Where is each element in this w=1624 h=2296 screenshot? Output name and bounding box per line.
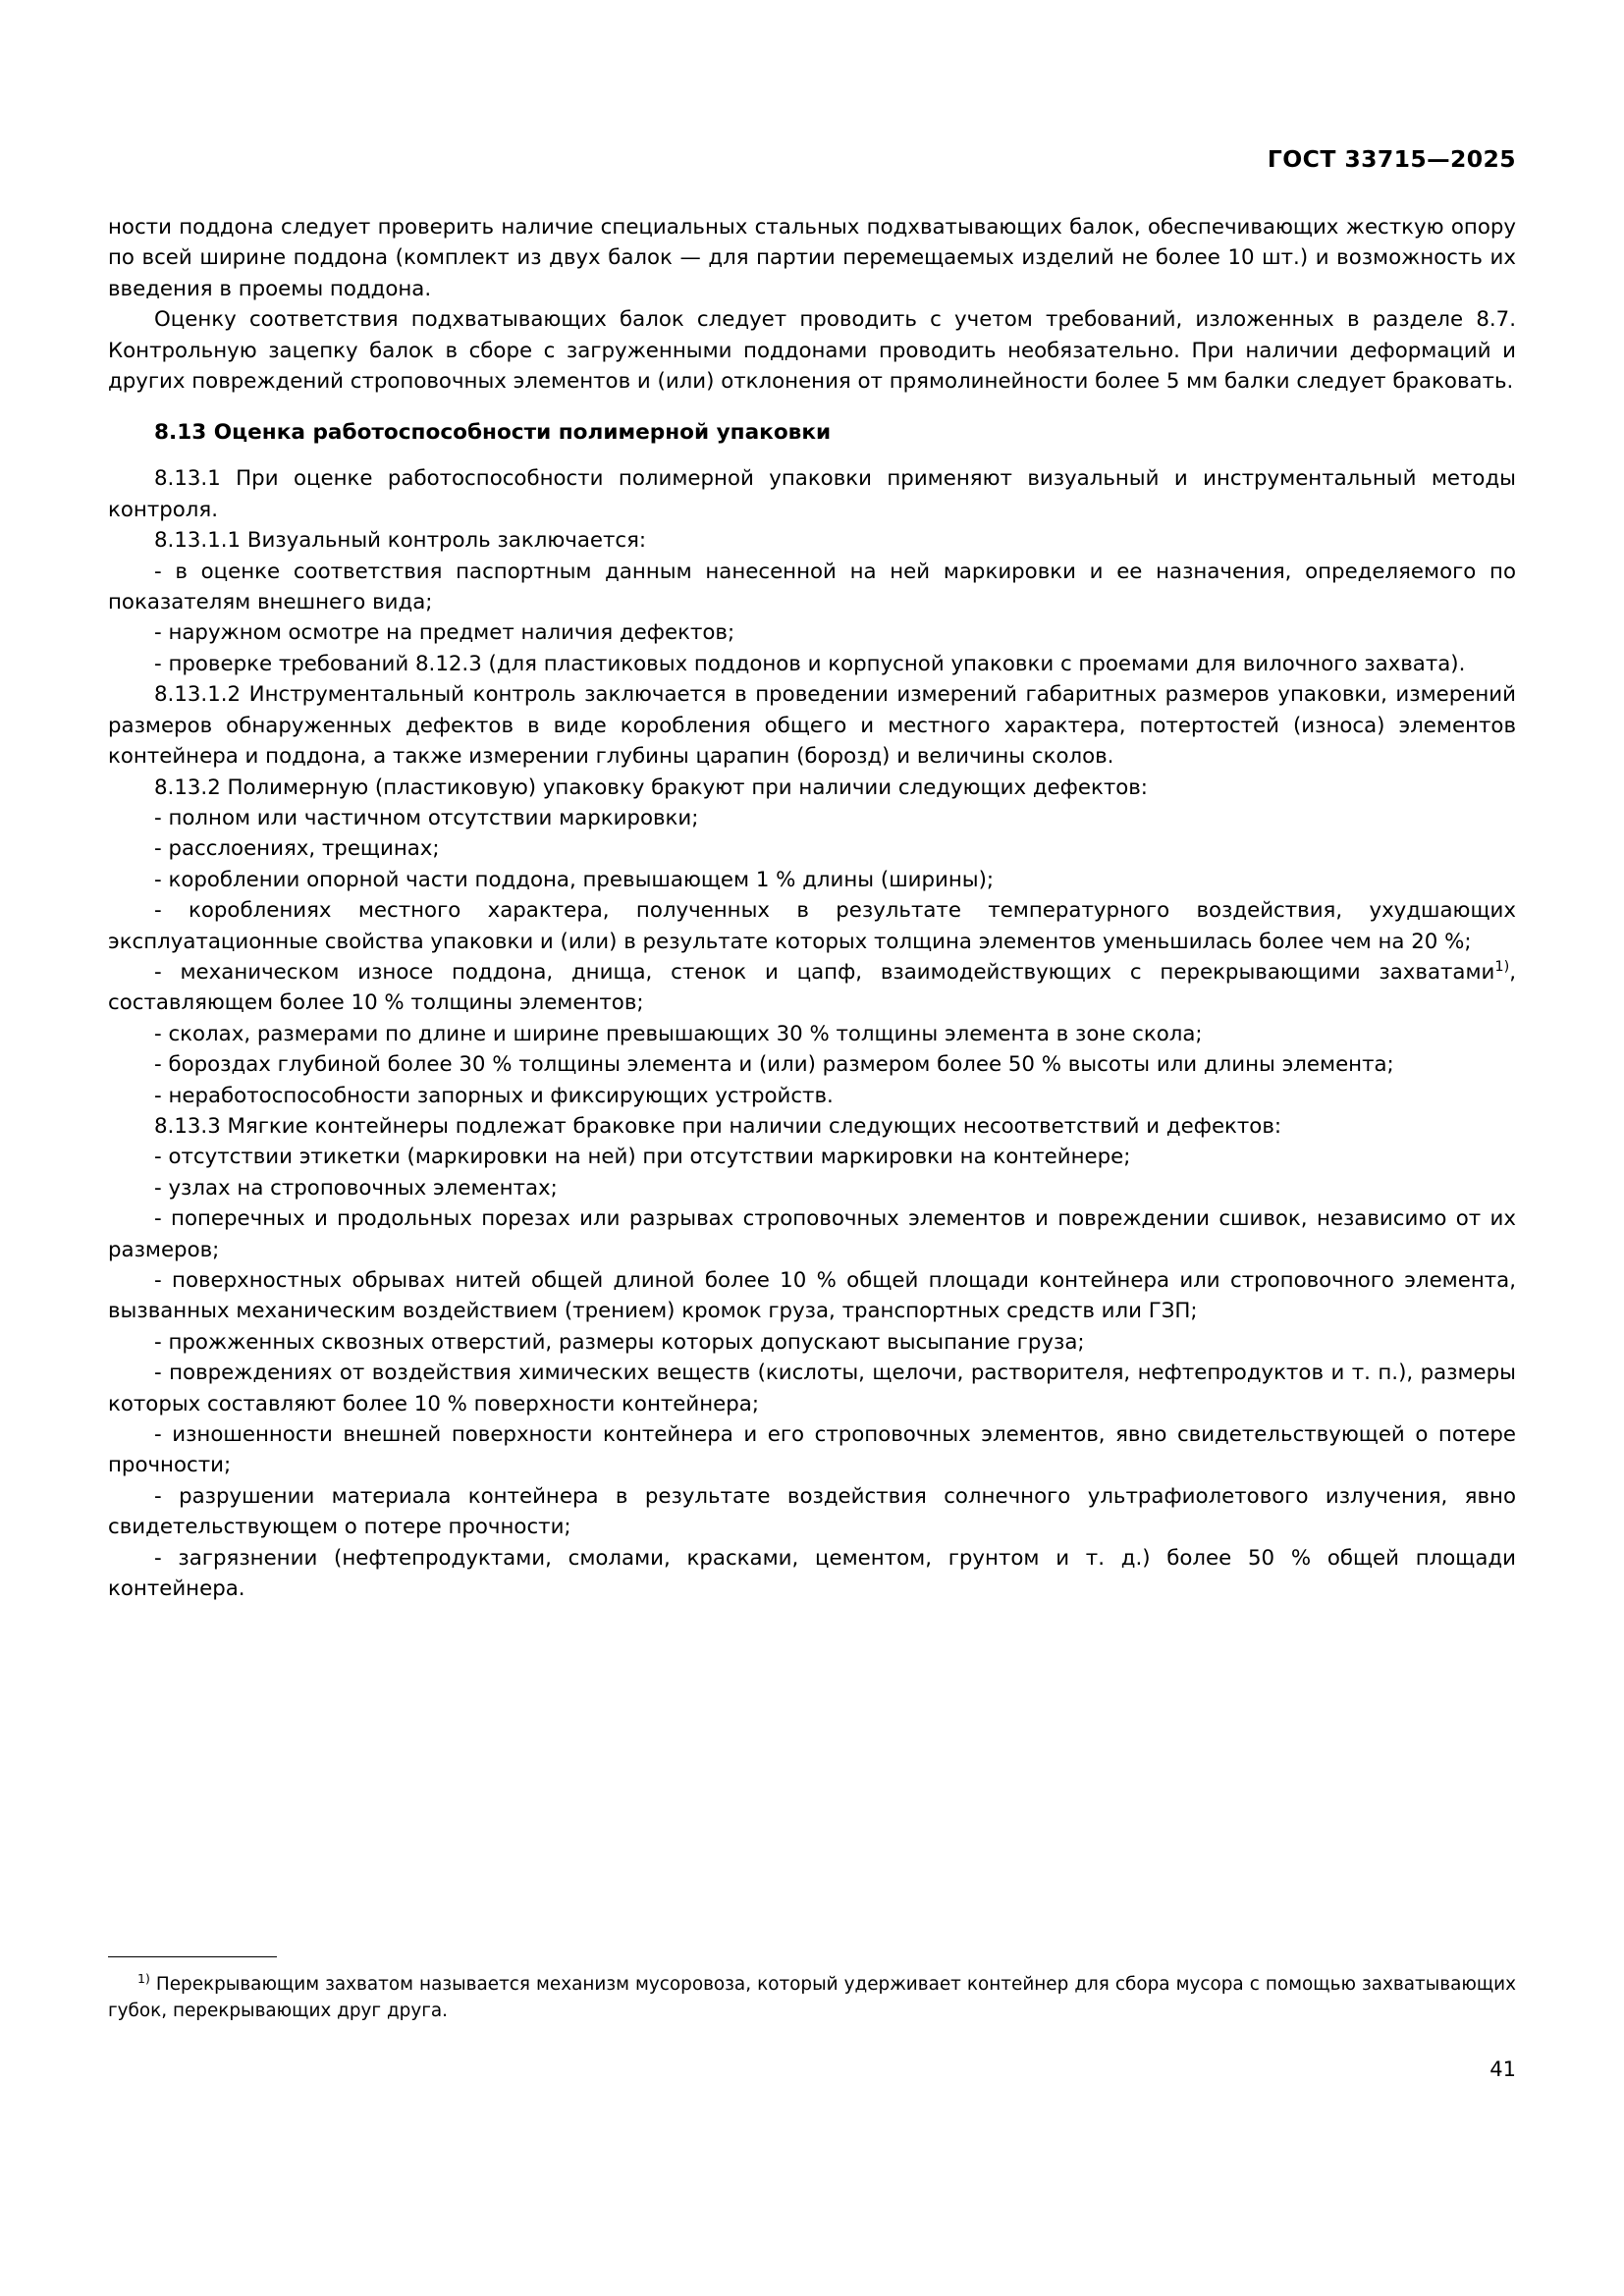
- paragraph-8-13-1-1: 8.13.1.1 Визуальный контроль заключается:: [154, 528, 647, 554]
- list-item: - наружном осмотре на предмет наличия дефектов;: [154, 620, 735, 646]
- footnote-text: [108, 1971, 1516, 2024]
- paragraph-8-13-1-2: 8.13.1.2 Инструментальный контроль заключается в проведении измерений габаритных размеров упаковки, измерений размеров обнаруженных дефектов в виде коробления общего и местного характера, потертостей (износа) элементов контейнера и поддона, а также измерении глубины царапин (борозд) и величины сколов.: [108, 682, 1516, 770]
- paragraph-8-13-2: 8.13.2 Полимерную (пластиковую) упаковку бракуют при наличии следующих дефектов:: [154, 774, 1148, 800]
- list-item: - проверке требований 8.12.3 (для пластиковых поддонов и корпусной упаковки с проемами для вилочного захвата).: [154, 651, 1466, 676]
- page-number: 41: [1489, 2057, 1516, 2081]
- paragraph-8-13-1: 8.13.1 При оценке работоспособности полимерной упаковки применяют визуальный и инструментальный методы контроля.: [108, 466, 1516, 522]
- list-item: - изношенности внешней поверхности контейнера и его строповочных элементов, явно свидетельствующей о потере прочности;: [108, 1422, 1516, 1478]
- list-item: - короблениях местного характера, полученных в результате температурного воздействия, ухудшающих эксплуатационные свойства упаковки и (или) в результате которых толщина элементов уменьшилась более чем на 20 %;: [108, 898, 1516, 954]
- footnote-area: [108, 1956, 1516, 2024]
- list-item-with-footnote-ref: - механическом износе поддона, днища, стенок и цапф, взаимодействующих с перекрывающими захватами$^{1)}$, составляющем более 10 % толщины элементов;: [108, 958, 1516, 1016]
- list-item: - загрязнении (нефтепродуктами, смолами, красками, цементом, грунтом и т. д.) более 50 % общей площади контейнера.: [108, 1545, 1516, 1602]
- list-item: - короблении опорной части поддона, превышающем 1 % длины (ширины);: [154, 867, 995, 892]
- page-header-standard-number: ГОСТ 33715—2025: [1267, 145, 1516, 173]
- footnote-body: Перекрывающим захватом называется механизм мусоровоза, который удерживает контейнер для сбора мусора с помощью захватывающих губок, перекрывающих друг друга.: [108, 1974, 1516, 2021]
- list-item: - расслоениях, трещинах;: [154, 836, 440, 862]
- footnote-marker: 1): [137, 1970, 150, 1986]
- list-item: - разрушении материала контейнера в результате воздействия солнечного ультрафиолетового излучения, явно свидетельствующем о потере прочности;: [108, 1483, 1516, 1540]
- list-item: - полном или частичном отсутствии маркировки;: [154, 805, 699, 830]
- list-item: - прожженных сквозных отверстий, размеры которых допускают высыпание груза;: [154, 1329, 1085, 1355]
- list-item: - в оценке соответствия паспортным данным нанесенной на ней маркировки и ее назначения, определяемого по показателям внешнего вида;: [108, 559, 1516, 615]
- list-item: - узлах на строповочных элементах;: [154, 1175, 558, 1201]
- list-item: - повреждениях от воздействия химических веществ (кислоты, щелочи, растворителя, нефтепродуктов и т. п.), размеры которых составляют более 10 % поверхности контейнера;: [108, 1361, 1516, 1416]
- paragraph-8-13-3: 8.13.3 Мягкие контейнеры подлежат браковке при наличии следующих несоответствий и дефектов:: [154, 1113, 1282, 1139]
- paragraph-continuation: ности поддона следует проверить наличие специальных стальных подхватывающих балок, обеспечивающих жесткую опору по всей ширине поддона (комплект из двух балок — для партии перемещаемых изделий не более 10 шт.) и возможность их введения в проемы поддона.: [108, 215, 1516, 301]
- paragraph: Оценку соответствия подхватывающих балок следует проводить с учетом требований, изложенных в разделе 8.7. Контрольную зацепку балок в сборе с загруженными поддонами проводить необязательно. При наличии деформаций и других повреждений строповочных элементов и (или) отклонения от прямолинейности более 5 мм балки следует браковать.: [108, 307, 1516, 395]
- list-item: - поверхностных обрывах нитей общей длиной более 10 % общей площади контейнера или строповочного элемента, вызванных механическим воздействием (трением) кромок груза, транспортных средств или ГЗП;: [108, 1268, 1516, 1324]
- list-item: - отсутствии этикетки (маркировки на ней) при отсутствии маркировки на контейнере;: [154, 1145, 1131, 1170]
- list-item: - сколах, размерами по длине и ширине превышающих 30 % толщины элемента в зоне скола;: [154, 1021, 1203, 1046]
- page-body: [108, 212, 1516, 1604]
- footnote-separator: [108, 1956, 277, 1957]
- list-item: - поперечных и продольных порезах или разрывах строповочных элементов и повреждении сшивок, независимо от их размеров;: [108, 1206, 1516, 1262]
- list-item: - бороздах глубиной более 30 % толщины элемента и (или) размером более 50 % высоты или длины элемента;: [154, 1052, 1394, 1078]
- section-heading-8-13: 8.13 Оценка работоспособности полимерной упаковки: [154, 420, 832, 446]
- list-item: - неработоспособности запорных и фиксирующих устройств.: [154, 1083, 834, 1108]
